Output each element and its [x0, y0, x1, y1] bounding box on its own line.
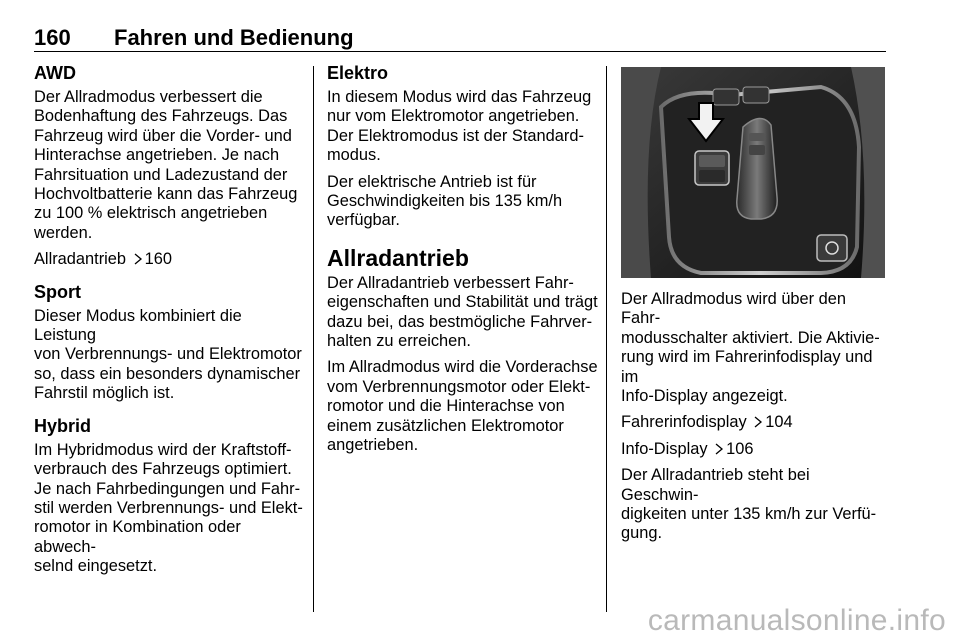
allrad-paragraph-2: [327, 358, 599, 455]
text-line: eigenschaften und Stabilität und trägt: [327, 293, 598, 312]
right-column: [621, 290, 889, 551]
text-line: Der elektrische Antrieb ist für: [327, 172, 537, 191]
header-rule: [34, 51, 886, 52]
section-heading-awd: AWD: [34, 63, 76, 83]
page-header: [34, 26, 886, 50]
center-console-illustration: [621, 67, 885, 278]
text-line: angetrieben.: [327, 436, 419, 455]
text-line: Bodenhaftung des Fahrzeugs. Das: [34, 107, 288, 126]
watermark: carmanualsonline.info: [647, 604, 946, 637]
text-line: Hochvoltbatterie kann das Fahrzeug: [34, 185, 298, 204]
page-number: 160: [34, 25, 71, 50]
page-reference-icon: [753, 416, 763, 428]
reference-label: Allradantrieb: [34, 250, 127, 269]
text-line: Fahrzeug wird über die Vorder- und: [34, 126, 292, 145]
text-line: Der Allradantrieb verbessert Fahr-: [327, 273, 574, 292]
text-line: Der Elektromodus ist der Standard-: [327, 126, 584, 145]
text-line: selnd eingesetzt.: [34, 557, 158, 576]
text-line: Geschwindigkeiten bis 135 km/h: [327, 192, 563, 211]
text-line: einem zusätzlichen Elektromotor: [327, 416, 564, 435]
reference-page: 160: [144, 250, 172, 269]
text-line: romotor und die Hinterachse von: [327, 397, 565, 416]
text-line: gung.: [621, 524, 663, 543]
section-heading-allradantrieb: Allradantrieb: [327, 244, 469, 271]
left-column: [34, 62, 306, 584]
column-divider-left: [313, 66, 314, 612]
text-line: In diesem Modus wird das Fahrzeug: [327, 88, 592, 106]
text-line: von Verbrennungs- und Elektromotor: [34, 345, 302, 364]
drive-mode-switch-icon: [695, 151, 729, 185]
text-line: Info-Display angezeigt.: [621, 387, 788, 406]
hybrid-paragraph: [34, 441, 306, 577]
speed-limit-paragraph: [621, 466, 889, 544]
page-reference-icon: [133, 253, 143, 265]
column-divider-right: [606, 66, 607, 612]
text-line: stil werden Verbrennungs- und Elekt-: [34, 498, 303, 517]
reference-page: 106: [726, 439, 754, 458]
elektro-paragraph-2: [327, 173, 599, 231]
sport-paragraph: [34, 307, 306, 404]
reference-page: 104: [765, 413, 793, 432]
text-line: dazu bei, das bestmögliche Fahrver-: [327, 312, 593, 331]
text-line: Dieser Modus kombiniert die Leistung: [34, 306, 242, 345]
cross-reference-info-display[interactable]: [621, 440, 889, 459]
hold-button-icon: [817, 235, 847, 261]
text-line: modusschalter aktiviert. Die Aktivie-: [621, 328, 880, 347]
text-line: werden.: [34, 223, 93, 242]
drive-mode-switch-photo: [621, 67, 885, 278]
text-line: Je nach Fahrbedingungen und Fahr-: [34, 479, 301, 498]
text-line: Fahrstil möglich ist.: [34, 384, 175, 403]
text-line: so, dass ein besonders dynamischer: [34, 364, 301, 383]
text-line: Fahrsituation und Ladezustand der: [34, 165, 288, 184]
reference-label: Info-Display: [621, 439, 708, 458]
middle-column: [327, 62, 599, 463]
text-line: Hinterachse angetrieben. Je nach: [34, 146, 280, 165]
cross-reference-allradantrieb[interactable]: [34, 250, 306, 269]
text-line: halten zu erreichen.: [327, 332, 471, 351]
text-line: digkeiten unter 135 km/h zur Verfü-: [621, 505, 877, 524]
text-line: nur vom Elektromotor angetrieben.: [327, 107, 580, 126]
section-heading-hybrid: Hybrid: [34, 415, 92, 436]
text-line: verbrauch des Fahrzeugs optimiert.: [34, 460, 292, 479]
reference-label: Fahrerinfodisplay: [621, 413, 747, 432]
page-reference-icon: [714, 443, 724, 455]
text-line: vom Verbrennungsmotor oder Elekt-: [327, 377, 591, 396]
activation-paragraph: [621, 290, 889, 406]
text-line: romotor in Kombination oder abwech-: [34, 518, 241, 556]
cross-reference-fahrerinfodisplay[interactable]: [621, 413, 889, 432]
text-line: modus.: [327, 146, 381, 165]
text-line: Der Allradantrieb steht bei Geschwin-: [621, 466, 810, 504]
text-line: Im Hybridmodus wird der Kraftstoff-: [34, 440, 292, 459]
text-line: rung wird im Fahrerinfodisplay und im: [621, 348, 873, 386]
text-line: Der Allradmodus wird über den Fahr-: [621, 290, 847, 328]
section-heading-sport: Sport: [34, 281, 81, 302]
elektro-paragraph-1: [327, 88, 599, 166]
allrad-paragraph-1: [327, 274, 599, 352]
text-line: zu 100 % elektrisch angetrieben: [34, 204, 268, 223]
awd-paragraph: [34, 88, 306, 243]
text-line: verfügbar.: [327, 211, 400, 230]
text-line: Der Allradmodus verbessert die: [34, 88, 263, 106]
section-heading-elektro: Elektro: [327, 63, 389, 83]
chapter-title: Fahren und Bedienung: [114, 25, 354, 50]
text-line: Im Allradmodus wird die Vorderachse: [327, 358, 598, 377]
